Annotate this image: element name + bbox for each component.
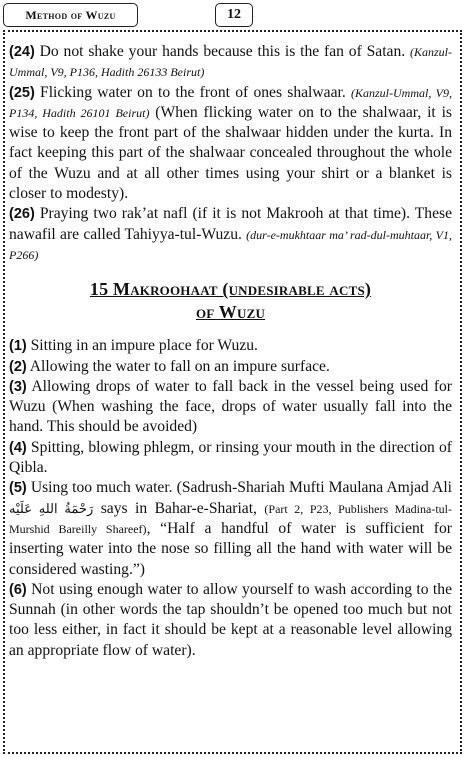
- paragraph-text: Do not shake your hands because this is the fan of Satan.: [34, 43, 410, 60]
- reference: (Kanzul-Ummal, V9, P136, Hadith 26133 Beirut): [9, 45, 452, 80]
- item-text: Sitting in an impure place for Wuzu.: [26, 337, 258, 355]
- item-text: Allowing the water to fall on an impure surface.: [26, 357, 330, 375]
- paragraph-26: [9, 204, 452, 265]
- header-title: Method of Wuzu: [3, 3, 138, 27]
- paragraph-24: [9, 42, 452, 83]
- page-number: 12: [215, 3, 253, 27]
- item-number: (6): [9, 581, 27, 598]
- reference: (dur-e-mukhtaar ma’ rad-dul-muhtaar, V1, P266): [9, 227, 452, 262]
- item-text: Allowing drops of water to fall back in the vessel being used for Wuzu (When washing the face, drops of water usually fall into the hand. This should be avoided): [9, 377, 452, 436]
- paragraph-number: (26): [9, 206, 35, 223]
- item-number: (1): [9, 338, 27, 355]
- act-item-2: [9, 357, 452, 377]
- act-item-5: [9, 478, 452, 579]
- paragraph-text: Flicking water on to the front of ones shalwaar.: [34, 83, 351, 101]
- paragraph-25: [9, 83, 452, 205]
- item-text: Spitting, blowing phlegm, or rinsing your mouth in the direction of Qibla.: [9, 438, 452, 477]
- item-text: Not using enough water to allow yourself to wash according to the Sunnah (in other words the tap shouldn’t be opened too much but not too less either, in fact it should be kept at a reasonable level allowing an appropriate flow of water).: [9, 580, 452, 659]
- act-item-6: [9, 580, 452, 661]
- item-quote: , “Half a handful of water is sufficient for inserting water into the nose so filling all the hand with water will be considered wasting.”): [9, 519, 452, 578]
- item-text-cont: says in Bahar-e-Shariat,: [93, 499, 265, 517]
- heading-line-2: of Wuzu: [195, 302, 266, 323]
- item-number: (4): [9, 439, 27, 456]
- paragraph-number: (24): [9, 44, 35, 60]
- paragraph-note: (When flicking water on to the shalwaar, it is wise to keep the front part of the shalwaar hidden under the kurta. In fact keeping this part of the shalwaar concealed throughout the whole of the Wuzu and at all other times using your shirt or a blanket is closer to modesty).: [9, 103, 452, 203]
- arabic-honorific: رَحْمَةُ اللهِ عَلَيْه: [9, 500, 94, 516]
- item-text: Using too much water. (Sadrush-Shariah Mufti Maulana Amjad Ali: [26, 479, 452, 497]
- act-item-1: [9, 336, 452, 356]
- paragraph-number: (25): [9, 84, 35, 101]
- page-content: [9, 42, 452, 661]
- item-number: (2): [9, 358, 27, 375]
- paragraph-text: Praying two rak’at nafl (if it is not Makrooh at that time). These nawafil are called Tahiyya-tul-Wuzu.: [9, 205, 452, 243]
- item-number: (5): [9, 480, 27, 497]
- heading-line-1: 15 Makroohaat (undesirable acts): [89, 279, 372, 300]
- item-number: (3): [9, 378, 27, 395]
- act-item-4: [9, 438, 452, 479]
- act-item-3: [9, 377, 452, 438]
- section-heading: [9, 278, 452, 324]
- reference: (Kanzul-Ummal, V9, P134, Hadith 26101 Beirut): [9, 85, 452, 120]
- reference: (Part 2, P23, Publishers Madina-tul-Murshid Bareilly Shareef): [9, 501, 453, 536]
